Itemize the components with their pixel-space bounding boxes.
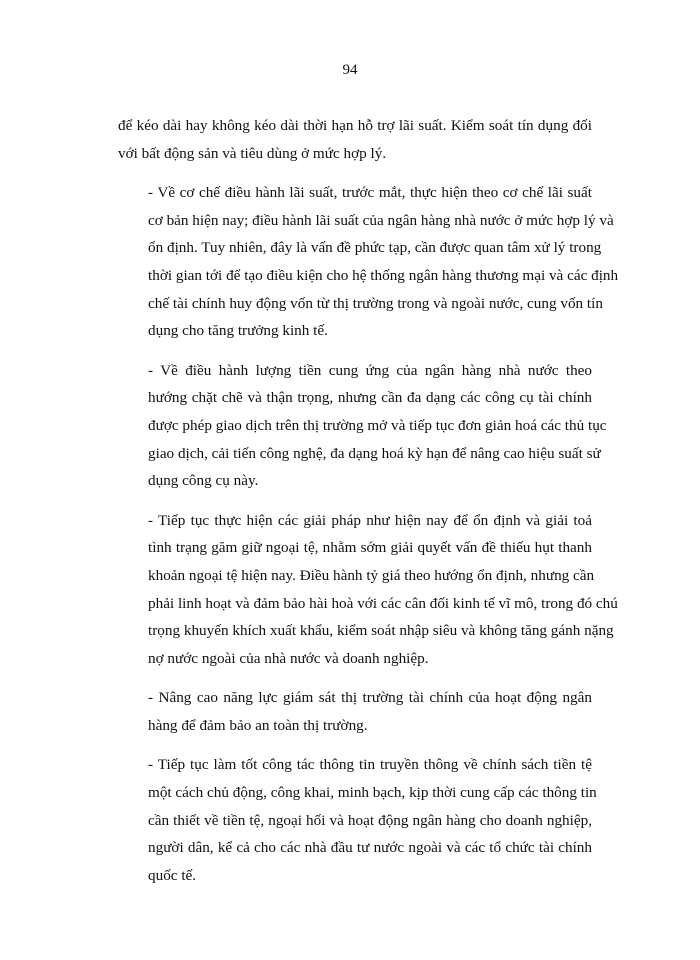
text-line: hướng chặt chẽ và thận trọng, nhưng cần đa dạng các công cụ tài chính [148, 389, 592, 407]
text-line: - Tiếp tục làm tốt công tác thông tin truyền thông về chính sách tiền tệ [148, 756, 592, 774]
paragraph [118, 179, 619, 345]
text-line: phải linh hoạt và đảm bảo hài hoà với các cân đối kinh tế vĩ mô, trong đó chú [148, 594, 618, 612]
paragraph [118, 507, 618, 673]
text-line: trọng khuyến khích xuất khẩu, kiểm soát nhập siêu và không tăng gánh nặng [148, 622, 614, 640]
text-line: khoản ngoại tệ hiện nay. Điều hành tỷ giá theo hướng ổn định, nhưng cần [148, 566, 595, 584]
text-line: quốc tế. [148, 866, 197, 884]
document-body [118, 112, 619, 901]
text-line: - Về điều hành lượng tiền cung ứng của ngân hàng nhà nước theo [148, 361, 592, 379]
paragraph [118, 684, 592, 739]
text-line: nợ nước ngoài của nhà nước và doanh nghiệp. [148, 649, 429, 667]
text-line: một cách chủ động, công khai, minh bạch, kịp thời cung cấp các thông tin [148, 784, 597, 802]
text-line: hàng để đảm bảo an toàn thị trường. [148, 716, 368, 734]
text-line: được phép giao dịch trên thị trường mở và tiếp tục đơn giản hoá các thủ tục [148, 416, 607, 434]
text-line: thời gian tới để tạo điều kiện cho hệ thống ngân hàng thương mại và các định [148, 266, 619, 284]
page-number: 94 [342, 62, 358, 78]
text-line: chế tài chính huy động vốn từ thị trường trong và ngoài nước, cung vốn tín [148, 294, 603, 312]
text-line: - Về cơ chế điều hành lãi suất, trước mắt, thực hiện theo cơ chế lãi suất [148, 184, 592, 202]
text-line: dụng công cụ này. [148, 472, 259, 490]
text-line: tình trạng găm giữ ngoại tệ, nhằm sớm giải quyết vấn đề thiếu hụt thanh [148, 539, 592, 557]
text-line: với bất động sản và tiêu dùng ở mức hợp lý. [118, 144, 387, 162]
text-line: cơ bản hiện nay; điều hành lãi suất của ngân hàng nhà nước ở mức hợp lý và [148, 211, 614, 229]
text-line: cần thiết về tiền tệ, ngoại hối và hoạt động ngân hàng cho doanh nghiệp, [148, 811, 592, 829]
paragraph [118, 357, 607, 495]
paragraph [118, 112, 592, 167]
text-line: - Nâng cao năng lực giám sát thị trường tài chính của hoạt động ngân [148, 689, 592, 707]
paragraph [118, 751, 597, 889]
text-line: ổn định. Tuy nhiên, đây là vấn đề phức tạp, cần được quan tâm xử lý trong [148, 239, 602, 257]
text-line: - Tiếp tục thực hiện các giải pháp như hiện nay để ổn định và giải toả [148, 511, 592, 529]
text-line: để kéo dài hay không kéo dài thời hạn hỗ trợ lãi suất. Kiểm soát tín dụng đối [118, 117, 592, 134]
text-line: dụng cho tăng trưởng kinh tế. [148, 322, 328, 340]
text-line: người dân, kể cả cho các nhà đầu tư nước ngoài và các tổ chức tài chính [148, 839, 592, 857]
text-line: giao dịch, cải tiến công nghệ, đa dạng hoá kỳ hạn để nâng cao hiệu suất sử [148, 444, 601, 462]
